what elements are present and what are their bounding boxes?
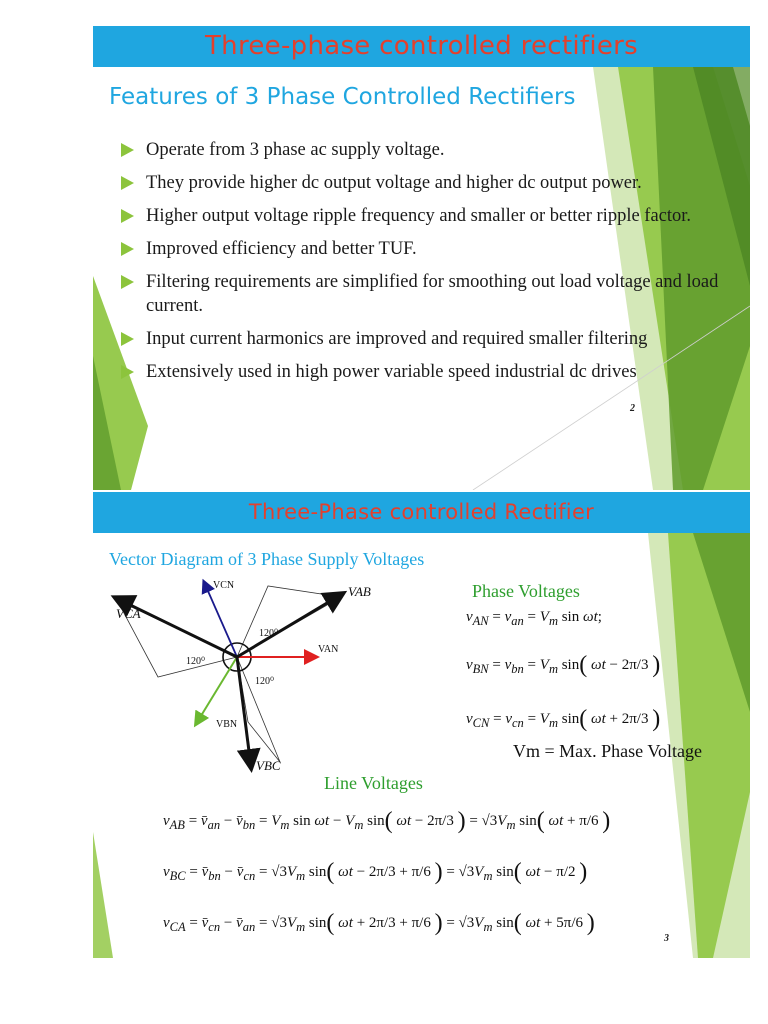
line-voltages-heading: Line Voltages xyxy=(324,773,423,793)
vcn-label: VCN xyxy=(213,580,235,591)
angle-label: 120⁰ xyxy=(259,628,279,639)
bullet-arrow-icon xyxy=(121,242,134,256)
vbn-label: VBN xyxy=(216,719,238,730)
slide-vector-diagram xyxy=(93,492,750,958)
angle-label: 120⁰ xyxy=(255,676,275,687)
bullet-text: Input current harmonics are improved and required smaller filtering xyxy=(146,329,648,349)
bullet-arrow-icon xyxy=(121,143,134,157)
equation-van: $v_{AN} = v_{an} = V_m$ sin ωt; xyxy=(466,609,602,628)
feature-list xyxy=(119,138,719,393)
bullet-text: Higher output voltage ripple frequency and smaller or better ripple factor. xyxy=(146,206,692,226)
equation-vca: $v_{CA}$ = $v̄_{cn}$ − $v̄_{an} = √3V_m$ sin( ωt + 2π/3 + π/6 ) = $√3V_m$ sin( ωt + 5π/6 ) xyxy=(163,910,595,936)
list-item xyxy=(119,204,719,228)
list-item xyxy=(119,237,719,261)
vbn-vector xyxy=(196,657,237,724)
phasor-diagram xyxy=(108,572,408,792)
list-item xyxy=(119,138,719,162)
bullet-text: They provide higher dc output voltage and higher dc output power. xyxy=(146,173,642,193)
phase-voltages-heading: Phase Voltages xyxy=(472,581,580,601)
equation-vab: $v_{AB}$ = $v̄_{an}$ − $v̄_{bn} = V_m$ $\sin \omega t - V_m$ sin( ωt − 2π/3 ) = $√3V_m$ sin( ωt + π/6 ) xyxy=(163,808,611,834)
bullet-text: Improved efficiency and better TUF. xyxy=(146,239,417,259)
list-item xyxy=(119,360,719,384)
list-item xyxy=(119,171,719,195)
bullet-arrow-icon xyxy=(121,332,134,346)
bullet-arrow-icon xyxy=(121,209,134,223)
vca-label: VCA xyxy=(116,606,141,621)
slide-title: Three-phase controlled rectifiers xyxy=(93,26,750,67)
slide-title: Three-Phase controlled Rectifier xyxy=(93,492,750,533)
bullet-arrow-icon xyxy=(121,176,134,190)
vab-label: VAB xyxy=(348,584,371,599)
slide-subtitle: Features of 3 Phase Controlled Rectifiers xyxy=(109,84,576,110)
vm-definition: Vm = Max. Phase Voltage xyxy=(513,741,702,761)
bullet-text: Filtering requirements are simplified for smoothing out load voltage and load current. xyxy=(146,272,719,316)
equation-vbc: $v_{BC}$ = $v̄_{bn}$ − $v̄_{cn} = √3V_m$ sin( ωt − 2π/3 + π/6 ) = $√3V_m$ sin( ωt − π/2 ) xyxy=(163,859,588,885)
list-item xyxy=(119,327,719,351)
page-number: 3 xyxy=(664,933,669,944)
angle-label: 120⁰ xyxy=(186,656,206,667)
van-label: VAN xyxy=(318,644,339,655)
bullet-arrow-icon xyxy=(121,365,134,379)
equation-vbn: $v_{BN} = v_{bn} = V_m$ sin( ωt − 2π/3 ) xyxy=(466,652,661,678)
page-number: 2 xyxy=(630,403,635,414)
list-item xyxy=(119,270,719,318)
bullet-text: Operate from 3 phase ac supply voltage. xyxy=(146,140,445,160)
bullet-text: Extensively used in high power variable speed industrial dc drives xyxy=(146,362,637,382)
construction-lines xyxy=(117,586,341,762)
vbc-label: VBC xyxy=(256,758,281,773)
bullet-arrow-icon xyxy=(121,275,134,289)
vcn-vector xyxy=(204,582,237,657)
slide-subtitle: Vector Diagram of 3 Phase Supply Voltages xyxy=(109,549,425,569)
slide-features xyxy=(93,26,750,490)
equation-vcn: $v_{CN} = v_{cn} = V_m$ sin( ωt + 2π/3 ) xyxy=(466,706,661,732)
